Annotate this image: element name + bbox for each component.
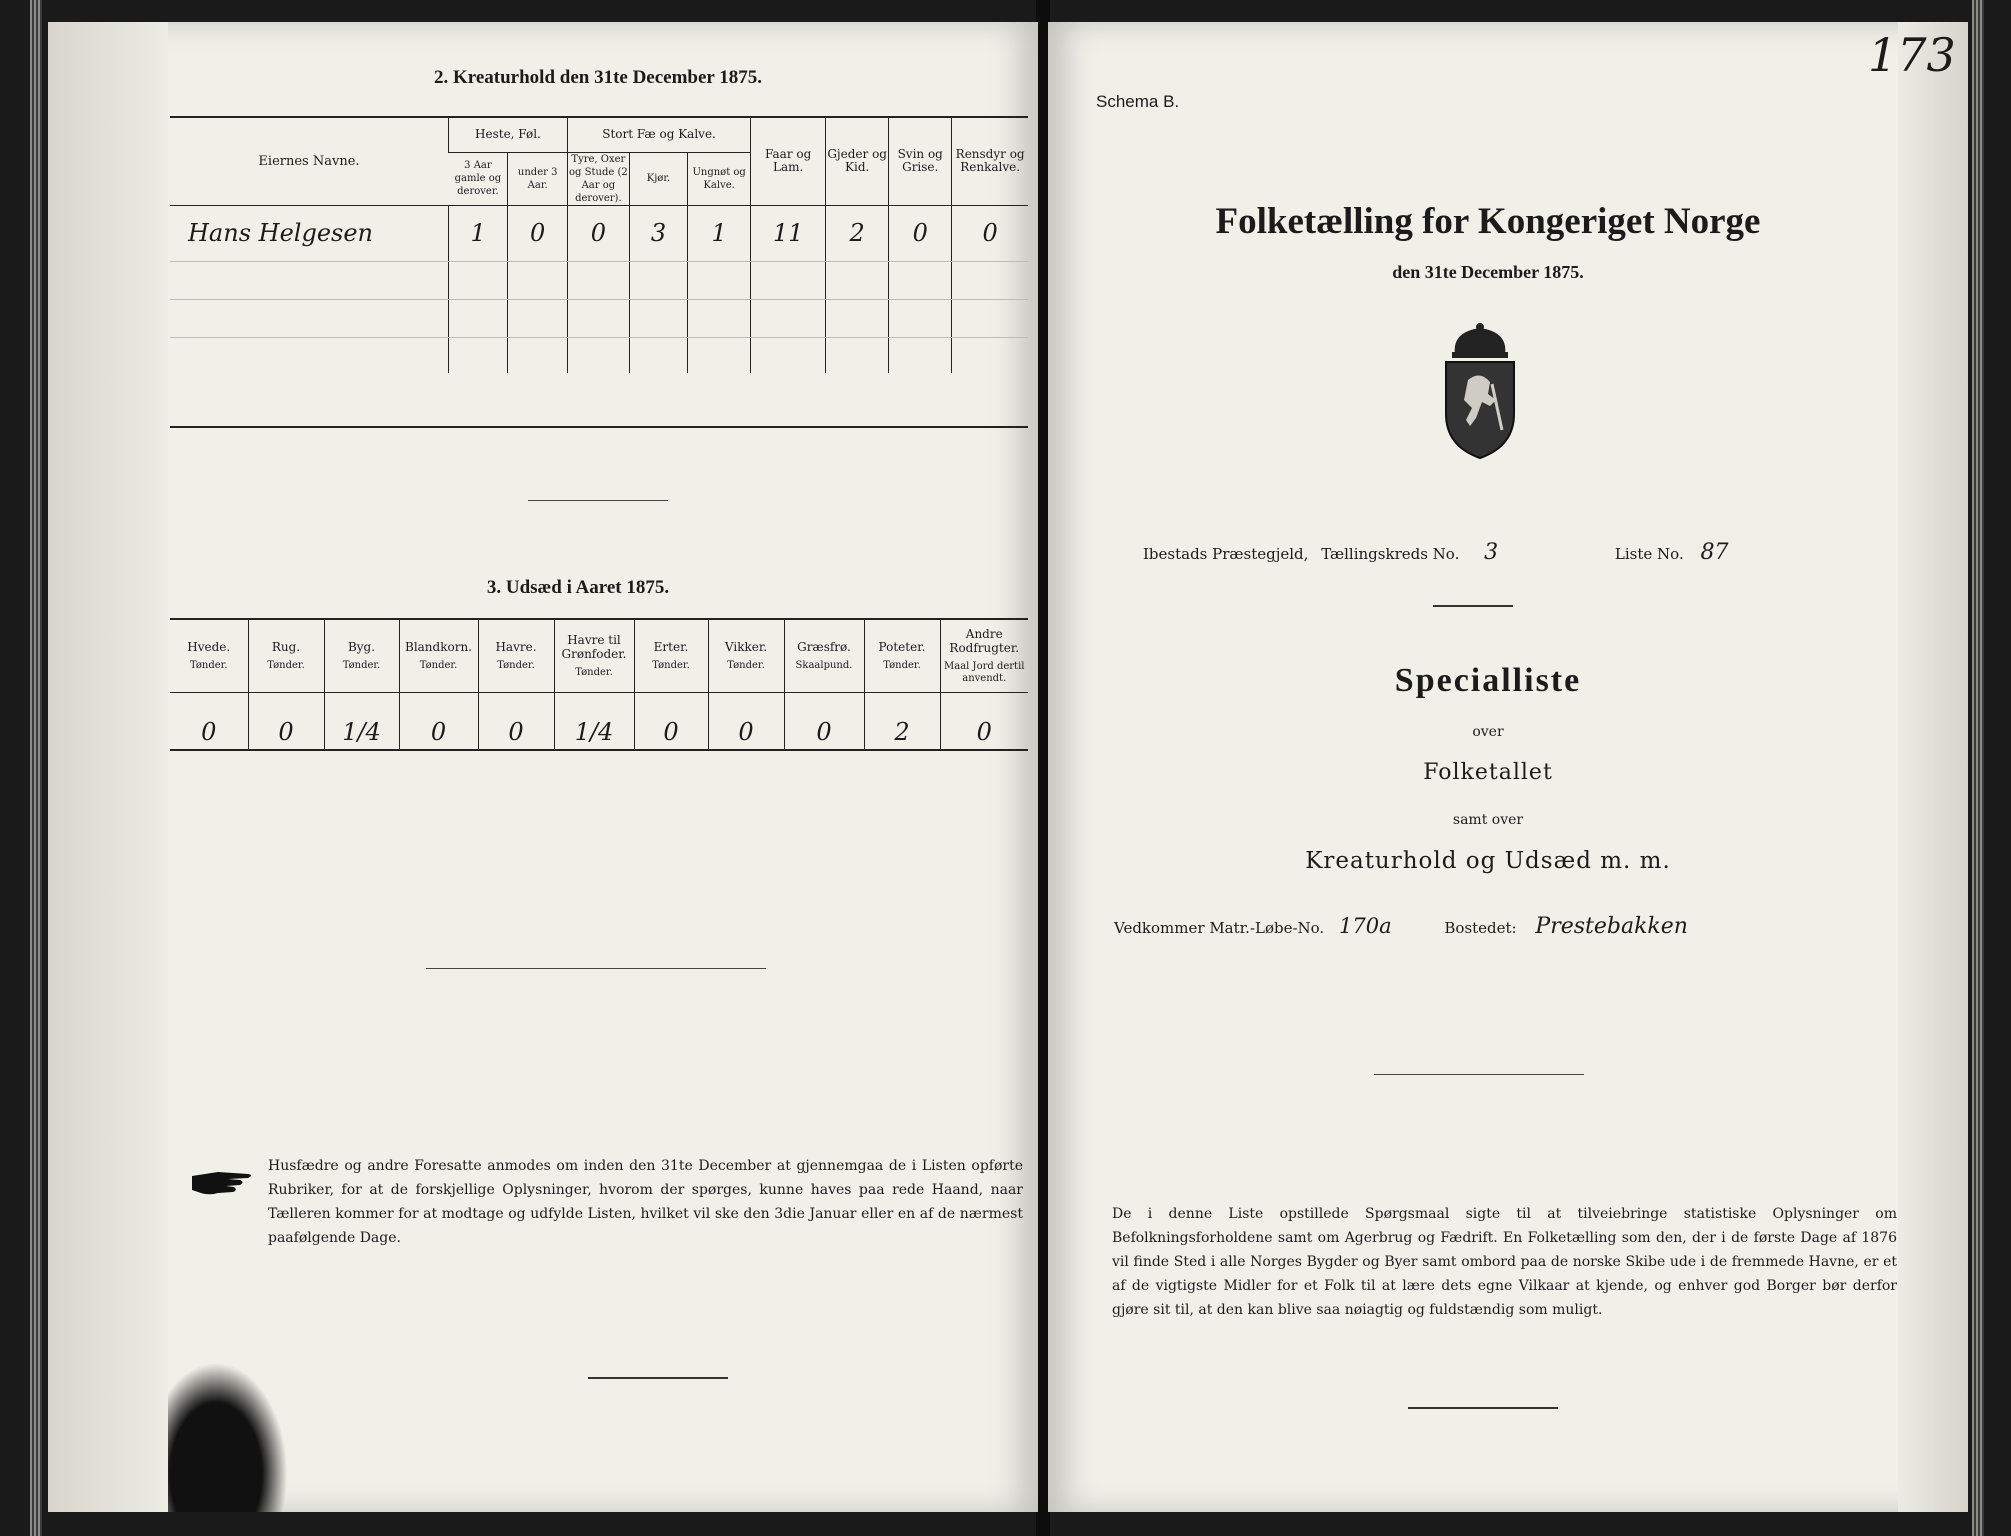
left-page [48, 22, 1038, 1512]
pointing-hand-icon [188, 1162, 258, 1202]
seed-col-unit: Tønder. [652, 659, 690, 671]
bosted-label: Bostedet: [1444, 919, 1517, 937]
list-label: Liste No. [1614, 545, 1684, 563]
finger-shadow [168, 1362, 288, 1512]
seed-col-header [478, 620, 554, 692]
seed-value: 0 [478, 692, 554, 750]
left-margin-strip [48, 22, 168, 1512]
seed-value: 0 [201, 718, 217, 746]
livestock-value: 0 [567, 205, 629, 261]
census-date: den 31te December 1875. [1392, 262, 1584, 282]
seed-col-unit: Tønder. [419, 659, 458, 671]
seed-col-header [399, 620, 478, 692]
col-gjeder: Gjeder og Kid. [826, 118, 889, 205]
rule-after-matr [1374, 1074, 1584, 1075]
bosted-value: Prestebakken [1535, 914, 1688, 939]
col-svin: Svin og Grise. [889, 118, 952, 205]
livestock-value: 1 [448, 205, 507, 261]
col-owner-header [170, 118, 448, 205]
folketallet-label: Folketallet [1423, 760, 1553, 785]
coat-of-arms-icon [1430, 322, 1530, 462]
col-stort-b: Kjør. [629, 152, 687, 205]
col-faar: Faar og Lam. [751, 118, 826, 205]
schema-label: Schema B. [1096, 92, 1180, 111]
list-number: 87 [1700, 540, 1729, 565]
seed-table [170, 620, 1028, 750]
col-stort-a: Tyre, Oxer og Stude (2 Aar og derover). [569, 153, 628, 204]
parish-line [1143, 540, 1903, 565]
seed-col-header [784, 620, 864, 692]
seed-col-unit: Tønder. [497, 659, 535, 671]
seed-value: 2 [864, 692, 940, 750]
col-heste-b: under 3 Aar. [508, 152, 568, 205]
seed-value: 0 [784, 692, 864, 750]
seed-col-header [634, 620, 708, 692]
livestock-value: 0 [889, 205, 952, 261]
seed-value: 0 [634, 692, 708, 750]
seed-col-unit: Tønder. [883, 659, 921, 671]
seed-col-name: Erter. [653, 639, 689, 654]
seed-col-header [170, 620, 248, 692]
livestock-value: 0 [952, 205, 1028, 261]
seed-col-unit: Tønder. [189, 659, 228, 671]
section3-title: 3. Udsæd i Aaret 1875. [486, 577, 670, 598]
short-rule-2 [426, 968, 766, 969]
over-label-1: over [1472, 724, 1504, 740]
samt-over-label: samt over [1452, 812, 1524, 828]
seed-value: 0 [708, 692, 784, 750]
specialliste-title: Specialliste [1394, 662, 1582, 699]
seed-value: 1/4 [554, 692, 634, 750]
seed-value: 0 [940, 692, 1028, 750]
livestock-value: 11 [751, 205, 826, 261]
seed-col-name: Rug. [271, 639, 301, 654]
notice-text: Husfædre og andre Foresatte anmodes om inden den 31te December at gjennemgaa de i Listen opførte Rubriker, for at de forskjellige Oplysninger, hvorom der spørges, kunne haves paa rede Haand, naar Tælleren kommer for at modtage og udfylde Listen, hvilket vil ske den 3die Januar eller en af de nærmest paafølgende Dage. [268, 1158, 1023, 1246]
matr-number: 170a [1339, 914, 1392, 938]
col-heste-group: Heste, Føl. [448, 118, 567, 152]
book-edge-left [30, 0, 42, 1536]
right-margin-strip [1898, 22, 1968, 1512]
col-stort-c: Ungnøt og Kalve. [688, 152, 751, 205]
matr-label: Vedkommer Matr.-Løbe-No. [1114, 919, 1325, 937]
livestock-table [170, 118, 1028, 373]
owner-name: Hans Helgesen [170, 205, 448, 261]
livestock-value: 0 [508, 205, 568, 261]
seed-col-unit: Tønder. [575, 666, 613, 678]
seed-col-name: Græsfrø. [797, 639, 851, 654]
kreatur-label: Kreaturhold og Udsæd m. m. [1305, 848, 1671, 874]
rule-after-parish [1433, 605, 1513, 607]
seed-col-name: Havre. [495, 639, 537, 654]
livestock-value: 1 [688, 205, 751, 261]
owner-header-label: Eiernes Navne. [258, 153, 360, 169]
rule-bottom [1408, 1407, 1558, 1409]
district-label: Tællingskreds No. [1321, 545, 1460, 563]
seed-bottom-rule [170, 749, 1028, 751]
main-title: Folketælling for Kongeriget Norge [1215, 201, 1761, 242]
seed-col-unit: Skaalpund. [795, 659, 853, 671]
parish-label: Ibestads Præstegjeld, [1143, 545, 1309, 563]
seed-col-name: Blandkorn. [405, 639, 472, 654]
seed-col-header [554, 620, 634, 692]
page-number: 173 [1868, 28, 1956, 82]
seed-col-unit: Tønder. [342, 659, 381, 671]
seed-col-unit: Maal Jord dertil anvendt. [944, 660, 1025, 684]
seed-col-header [864, 620, 940, 692]
livestock-value: 2 [826, 205, 889, 261]
book-edge-right [1972, 0, 1984, 1536]
seed-col-header [940, 620, 1028, 692]
livestock-value: 3 [629, 205, 687, 261]
col-stort-group: Stort Fæ og Kalve. [567, 118, 750, 152]
seed-col-name: Hvede. [187, 639, 231, 654]
seed-value: 0 [399, 692, 478, 750]
district-number: 3 [1484, 540, 1499, 565]
matr-line [1114, 914, 1914, 939]
seed-col-name: Andre Rodfrugter. [949, 626, 1020, 655]
seed-col-unit: Tønder. [267, 659, 305, 671]
seed-col-name: Havre til Grønfoder. [561, 632, 627, 661]
seed-col-header [708, 620, 784, 692]
seed-col-header [248, 620, 324, 692]
livestock-bottom-rule [170, 426, 1028, 428]
livestock-row [170, 205, 1028, 261]
short-rule-3 [588, 1377, 728, 1379]
seed-col-unit: Tønder. [727, 659, 765, 671]
section2-title: 2. Kreaturhold den 31te December 1875. [433, 67, 763, 88]
col-rensdyr: Rensdyr og Renkalve. [952, 118, 1028, 205]
seed-value: 0 [248, 692, 324, 750]
seed-col-name: Poteter. [878, 639, 926, 654]
short-rule [528, 500, 668, 501]
col-heste-a: 3 Aar gamle og derover. [448, 152, 507, 205]
seed-col-name: Vikker. [724, 639, 768, 654]
seed-col-name: Byg. [347, 639, 376, 654]
seed-col-header [324, 620, 399, 692]
right-page [1048, 22, 1968, 1512]
footer-text: De i denne Liste opstillede Spørgsmaal sigte til at tilveiebringe statistiske Oplysninger om Befolkningsforholdene samt om Agerbrug og Fædrift. En Folketælling som den, der i de første Dage af 1876 vil finde Sted i alle Norges Bygder og Byer samt ombord paa de norske Skibe ude i de fremmede Havne, er et af de vigtigste Midler for et Folk til at lære dets egne Vilkaar at kjende, og enhver god Borger bør derfor gjøre sit til, at den kan blive saa nøiagtig og fuldstændig som muligt. [1112, 1206, 1897, 1318]
seed-value: 1/4 [324, 692, 399, 750]
